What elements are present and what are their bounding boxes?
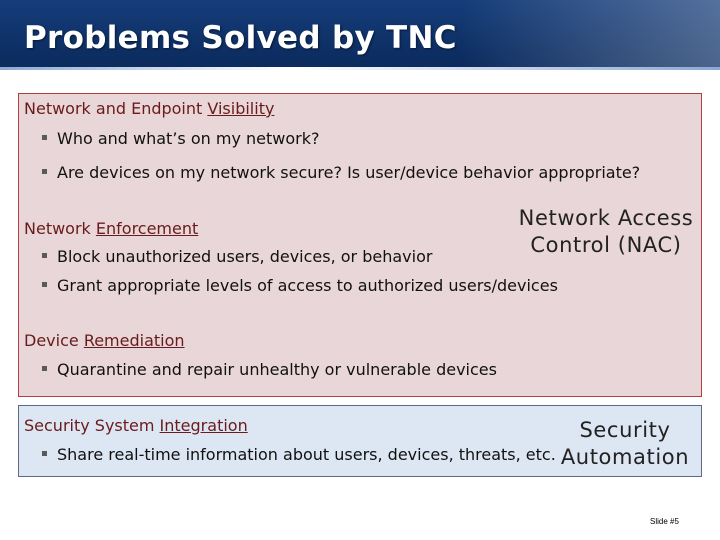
bullet-text: Grant appropriate levels of access to authorized users/devices bbox=[57, 276, 558, 295]
visibility-heading-keyword: Visibility bbox=[207, 99, 275, 118]
title-bar bbox=[0, 0, 720, 70]
slide-title: Problems Solved by TNC bbox=[24, 20, 457, 56]
bullet-text: Block unauthorized users, devices, or behavior bbox=[57, 247, 433, 266]
visibility-heading bbox=[24, 99, 274, 118]
list-item bbox=[42, 360, 497, 379]
title-bar-highlight bbox=[460, 0, 720, 67]
visibility-heading-prefix: Network and Endpoint bbox=[24, 99, 208, 118]
automation-callout-line2: Automation bbox=[560, 445, 690, 469]
integration-heading-prefix: Security System bbox=[24, 416, 160, 435]
bullet-square-icon bbox=[42, 282, 47, 287]
list-item bbox=[42, 445, 556, 464]
bullet-square-icon bbox=[42, 135, 47, 140]
bullet-text: Are devices on my network secure? Is user/device behavior appropriate? bbox=[57, 163, 641, 182]
list-item bbox=[42, 129, 319, 148]
integration-heading-keyword: Integration bbox=[159, 416, 248, 435]
bullet-square-icon bbox=[42, 169, 47, 174]
nac-callout bbox=[508, 205, 704, 259]
bullet-square-icon bbox=[42, 366, 47, 371]
list-item bbox=[42, 163, 640, 182]
enforcement-heading bbox=[24, 219, 198, 238]
automation-callout-line1: Security bbox=[579, 418, 671, 442]
nac-callout-line2: Control (NAC) bbox=[530, 233, 682, 257]
bullet-text: Who and what’s on my network? bbox=[57, 129, 320, 148]
list-item bbox=[42, 247, 432, 266]
enforcement-heading-prefix: Network bbox=[24, 219, 96, 238]
remediation-heading bbox=[24, 331, 185, 350]
integration-heading bbox=[24, 416, 248, 435]
bullet-text: Quarantine and repair unhealthy or vulnerable devices bbox=[57, 360, 497, 379]
bullet-text: Share real-time information about users, devices, threats, etc. bbox=[57, 445, 556, 464]
slide-number: Slide #5 bbox=[650, 517, 679, 526]
nac-callout-line1: Network Access bbox=[518, 206, 694, 230]
bullet-square-icon bbox=[42, 451, 47, 456]
remediation-heading-prefix: Device bbox=[24, 331, 84, 350]
list-item bbox=[42, 276, 558, 295]
automation-callout bbox=[552, 417, 698, 471]
remediation-heading-keyword: Remediation bbox=[83, 331, 185, 350]
bullet-square-icon bbox=[42, 253, 47, 258]
enforcement-heading-keyword: Enforcement bbox=[95, 219, 199, 238]
